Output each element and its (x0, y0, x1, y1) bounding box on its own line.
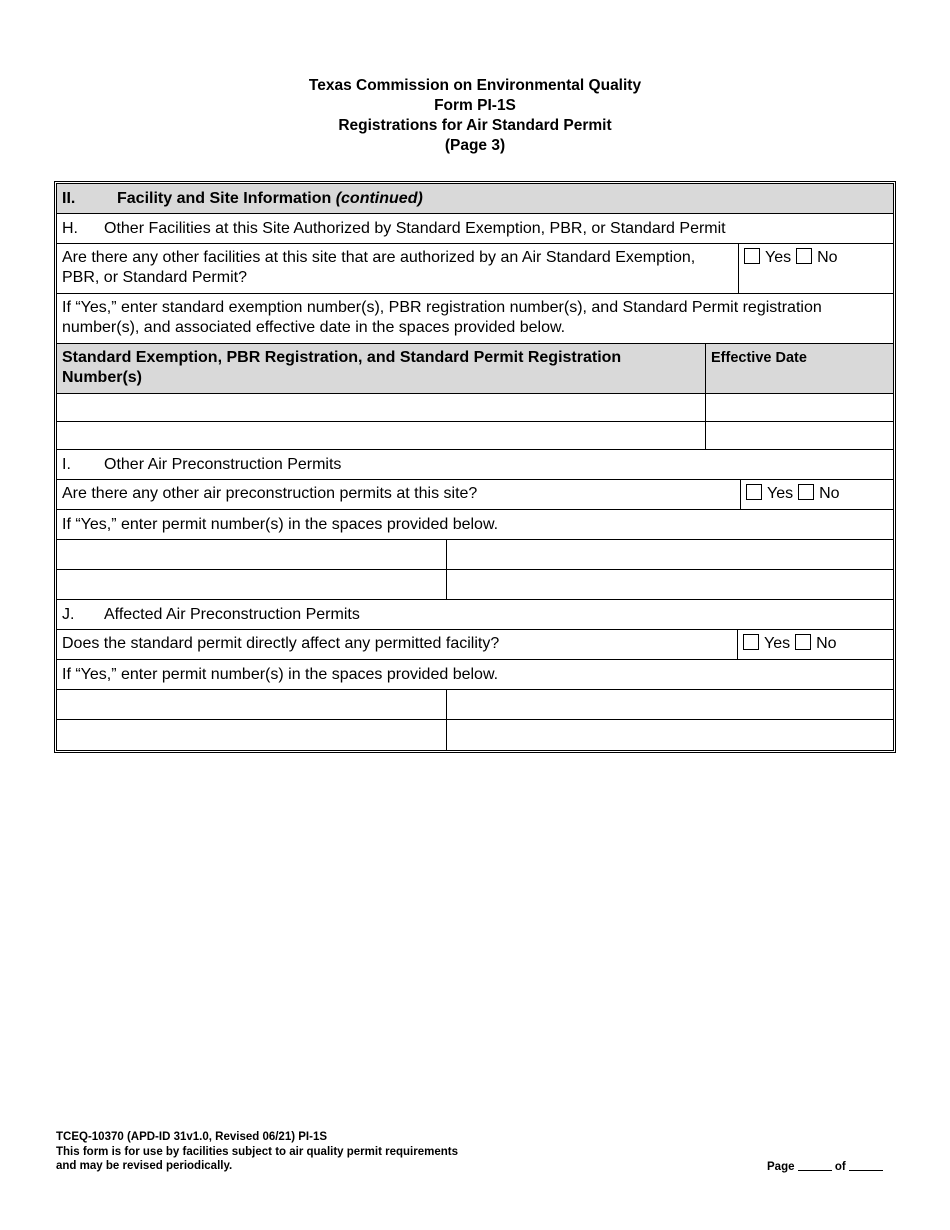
subsection-h-instruction-row (57, 294, 893, 344)
subsection-j-header (57, 600, 893, 630)
section-title-suffix: (continued) (335, 189, 423, 207)
i-no-checkbox[interactable] (798, 484, 814, 500)
subsection-i-title: Other Air Preconstruction Permits (104, 455, 342, 473)
subsection-i-instruction: If “Yes,” enter permit number(s) in the spaces provided below. (62, 515, 499, 533)
subsection-j-label: J. (62, 605, 75, 623)
j-entry-row (57, 720, 893, 750)
h-entry-row (57, 422, 893, 450)
j-permit-field[interactable] (446, 720, 893, 750)
subsection-j-instruction-row (57, 660, 893, 690)
page-indicator: (Page 3) (444, 137, 506, 154)
section-header (57, 184, 893, 214)
j-yes-checkbox[interactable] (743, 634, 759, 650)
subsection-h-instruction: If “Yes,” enter standard exemption number(s), PBR registration number(s), and Standard Permit registration number(s), and associated effective date in the spaces provided below. (62, 299, 822, 336)
j-no-label: No (816, 635, 837, 652)
j-entry-row (57, 690, 893, 720)
h-number-field[interactable] (57, 422, 705, 449)
subsection-j-question: Does the standard permit directly affect any permitted facility? (62, 635, 500, 652)
h-yes-label: Yes (765, 249, 792, 266)
i-permit-field[interactable] (446, 570, 893, 599)
h-no-checkbox[interactable] (796, 248, 812, 264)
h-date-field[interactable] (705, 394, 893, 421)
subsection-h-question-row (57, 244, 893, 294)
i-entry-row (57, 540, 893, 570)
subsection-i-label: I. (62, 455, 71, 473)
subsection-h-question: Are there any other facilities at this site that are authorized by an Air Standard Exemption, PBR, or Standard Permit? (62, 249, 696, 286)
footer-note-2: and may be revised periodically. (56, 1160, 233, 1172)
i-yes-checkbox[interactable] (746, 484, 762, 500)
subsection-h-header (57, 214, 893, 244)
footer-note-1: This form is for use by facilities subject to air quality permit requirements (56, 1145, 458, 1158)
subsection-h-yes-no (738, 244, 893, 293)
subsection-h-label: H. (62, 219, 78, 237)
h-col-date: Effective Date (705, 344, 893, 393)
subsection-j-yes-no (737, 630, 893, 659)
page-total-field[interactable] (849, 1159, 883, 1171)
form-footer (56, 1130, 458, 1174)
h-yes-checkbox[interactable] (744, 248, 760, 264)
subsection-j-question-row (57, 630, 893, 660)
form-header (0, 76, 950, 156)
i-permit-field[interactable] (57, 570, 446, 599)
subsection-i-header (57, 450, 893, 480)
h-number-field[interactable] (57, 394, 705, 421)
form-number: Form PI-1S (434, 97, 516, 114)
page-label: Page (767, 1161, 795, 1173)
subsection-i-question-row (57, 480, 893, 510)
h-table-header (57, 344, 893, 394)
subsection-h-title: Other Facilities at this Site Authorized by Standard Exemption, PBR, or Standard Permit (104, 219, 726, 237)
subsection-j-instruction: If “Yes,” enter permit number(s) in the spaces provided below. (62, 665, 499, 683)
subsection-j-title: Affected Air Preconstruction Permits (104, 605, 360, 623)
page-number-field[interactable] (798, 1159, 832, 1171)
section-title: Facility and Site Information (117, 189, 332, 207)
j-yes-label: Yes (764, 635, 791, 652)
h-date-field[interactable] (705, 422, 893, 449)
i-permit-field[interactable] (57, 540, 446, 569)
i-no-label: No (819, 485, 840, 502)
form-title: Registrations for Air Standard Permit (338, 117, 612, 134)
of-label: of (834, 1161, 846, 1173)
j-permit-field[interactable] (446, 690, 893, 719)
j-permit-field[interactable] (57, 720, 446, 750)
i-permit-field[interactable] (446, 540, 893, 569)
j-permit-field[interactable] (57, 690, 446, 719)
agency-name: Texas Commission on Environmental Quality (308, 77, 642, 94)
subsection-i-question: Are there any other air preconstruction permits at this site? (62, 485, 478, 502)
form-table (54, 181, 896, 753)
i-yes-label: Yes (767, 485, 794, 502)
h-col-numbers: Standard Exemption, PBR Registration, and Standard Permit Registration Number(s) (62, 349, 622, 386)
footer-form-id: TCEQ-10370 (APD-ID 31v1.0, Revised 06/21) PI-1S (56, 1131, 328, 1143)
subsection-i-instruction-row (57, 510, 893, 540)
subsection-i-yes-no (740, 480, 893, 509)
h-no-label: No (817, 249, 838, 266)
page-number (767, 1159, 883, 1173)
h-entry-row (57, 394, 893, 422)
section-number: II. (62, 189, 76, 207)
j-no-checkbox[interactable] (795, 634, 811, 650)
i-entry-row (57, 570, 893, 600)
